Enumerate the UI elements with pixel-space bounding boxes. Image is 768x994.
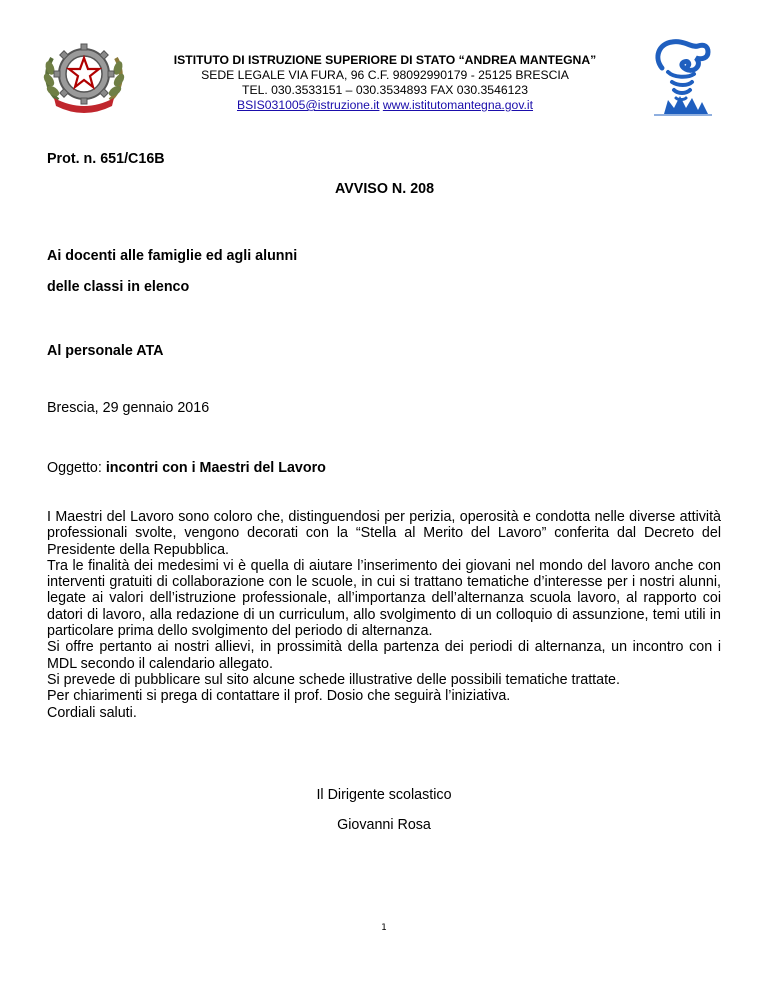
paragraph: Per chiarimenti si prega di contattare il prof. Dosio che seguirà l’iniziativa.: [47, 688, 511, 705]
paragraph: Si prevede di pubblicare sul sito alcune schede illustrative delle possibili tematiche trattate.: [47, 671, 620, 688]
email-link[interactable]: BSIS031005@istruzione.it: [236, 98, 380, 112]
notice-title: AVVISO N. 208: [335, 181, 435, 197]
paragraph: Si offre pertanto ai nostri allievi, in prossimità della partenza dei periodi di alternanza, un incontro con i MDL secondo il calendario allegato.: [47, 639, 721, 672]
letterhead: [120, 53, 650, 113]
school-name: ISTITUTO DI ISTRUZIONE SUPERIORE DI STATO “ANDREA MANTEGNA”: [173, 53, 597, 67]
protocol-number: Prot. n. 651/C16B: [47, 151, 165, 167]
signature-name: Giovanni Rosa: [337, 817, 431, 833]
recipient-line: delle classi in elenco: [47, 279, 190, 295]
recipient-line: Al personale ATA: [47, 343, 164, 359]
subject-line: [47, 460, 326, 477]
body-text: [47, 509, 721, 721]
paragraph: Tra le finalità dei medesimi vi è quella di aiutare l’inserimento dei giovani nel mondo del lavoro anche con interventi gratuiti di collaborazione con le scuole, in cui si trattano tematiche d’interesse per i nostri alunni, legate ai valori dell’istruzione professionale, all’importanza dell’alternanza scuola lavoro, al rapporto coi datori di lavoro, alla redazione di un curriculum, allo svolgimento di un colloquio di assunzione, temi utili in particolare prima dello svolgimento del periodo di alternanza.: [47, 557, 721, 640]
subject-text: incontri con i Maestri del Lavoro: [105, 460, 326, 476]
website-link[interactable]: www.istitutomantegna.gov.it: [382, 98, 534, 112]
italian-republic-emblem-icon: [40, 38, 128, 114]
school-address: SEDE LEGALE VIA FURA, 96 C.F. 98092990179 - 25125 BRESCIA: [201, 68, 569, 82]
document-date: Brescia, 29 gennaio 2016: [47, 400, 210, 416]
paragraph: Cordiali saluti.: [47, 704, 137, 721]
signature-title: Il Dirigente scolastico: [316, 787, 452, 803]
school-phone: TEL. 030.3533151 – 030.3534893 FAX 030.3546123: [242, 83, 528, 97]
subject-label: Oggetto:: [47, 460, 106, 476]
school-contacts: [120, 98, 650, 113]
recipient-line: Ai docenti alle famiglie ed agli alunni: [47, 248, 298, 264]
paragraph: I Maestri del Lavoro sono coloro che, distinguendosi per perizia, operosità e condotta nelle diverse attività professionali svolte, vengono decorati con la “Stella al Merito del Lavoro” conferita dal Decreto del Presidente della Repubblica.: [47, 509, 721, 558]
school-logo-icon: [652, 38, 714, 118]
page-number: 1: [381, 923, 387, 933]
